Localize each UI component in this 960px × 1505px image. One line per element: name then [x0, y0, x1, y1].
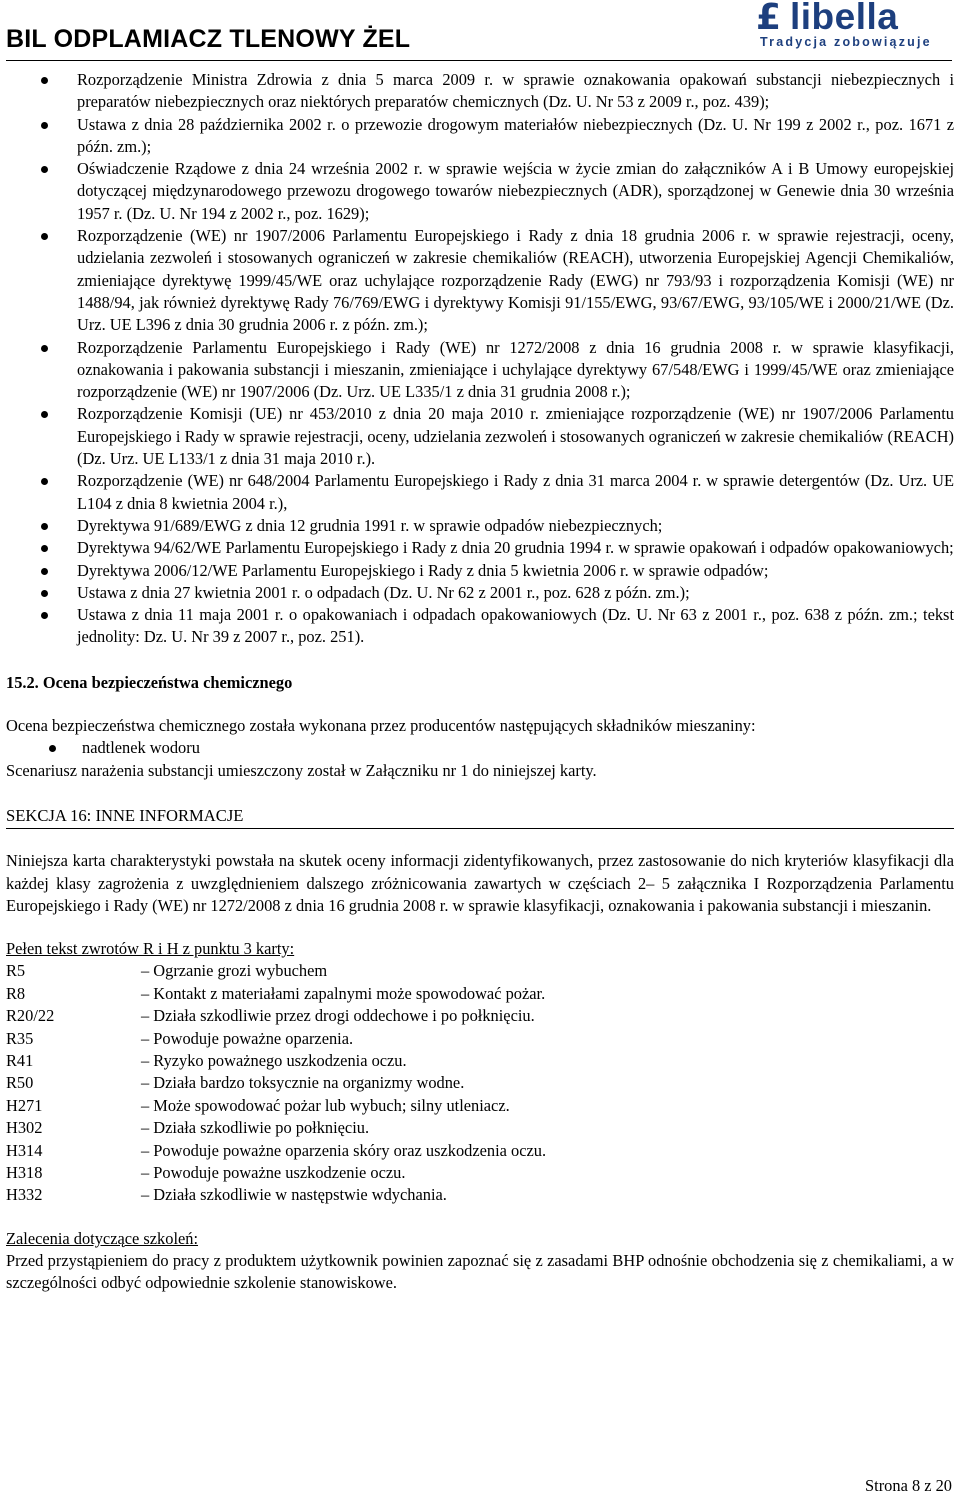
table-row: H318 – Powoduje poważne uszkodzenie oczu. — [6, 1162, 406, 1182]
pound-sign-logo-icon: £ — [756, 0, 782, 38]
list-item: Rozporządzenie (WE) nr 648/2004 Parlamentu Europejskiego i Rady z dnia 31 marca 2004 r. w sprawie detergentów (Dz. Urz. UE L104 z dnia 8 kwietnia 2004 r.), — [6, 470, 954, 515]
exposure-scenario-note: Scenariusz narażenia substancji umieszczony został w Załączniku nr 1 do niniejszej karty. — [6, 760, 597, 780]
list-item: Ustawa z dnia 28 października 2002 r. o przewozie drogowym materiałów niebezpiecznych (Dz. U. Nr 199 z 2002 r., poz. 1671 z późn. zm.); — [6, 114, 954, 159]
list-item: Ustawa z dnia 27 kwietnia 2001 r. o odpadach (Dz. U. Nr 62 z 2001 r., poz. 628 z późn. zm.); — [6, 582, 954, 604]
table-row: R20/22 – Działa szkodliwie przez drogi oddechowe i po połknięciu. — [6, 1006, 535, 1026]
logo-wordmark: libella — [790, 0, 899, 37]
table-row: R50 – Działa bardzo toksycznie na organizmy wodne. — [6, 1073, 465, 1093]
list-item: Rozporządzenie Parlamentu Europejskiego i Rady (WE) nr 1272/2008 z dnia 16 grudnia 2008 r. w sprawie klasyfikacji, oznakowania i pakowania substancji i mieszanin, zmieniające i uchylające dyrektywy 67/548/EWG i 1999/45/WE oraz zmieniające rozporządzenie (WE) nr 1907/2006 (Dz. Urz. UE L335/1 z dnia 31 grudnia 2008 r.); — [6, 337, 954, 404]
list-item: Rozporządzenie (WE) nr 1907/2006 Parlamentu Europejskiego i Rady z dnia 18 grudnia 2006 r. w sprawie rejestracji, oceny, udzielania zezwoleń i stosowanych ograniczeń w zakresie chemikaliów (REACH), utworzenia Europejskiej Agencji Chemikaliów, zmieniające dyrektywę 1999/45/WE oraz uchylające rozporządzenie Rady (EWG) nr 793/93 i rozporządzenia Komisji (WE) nr 1488/94, jak również dyrektywę Rady 76/769/EWG i dyrektywy Komisji 91/155/EWG, 93/67/EWG, 93/105/WE i 2000/21/WE (Dz. Urz. UE L396 z dnia 30 grudnia 2006 r. z późn. zm.); — [6, 225, 954, 336]
page-number: Strona 8 z 20 — [865, 1476, 952, 1495]
table-row: H332 – Działa szkodliwie w następstwie wdychania. — [6, 1185, 447, 1205]
section-16-paragraph: Niniejsza karta charakterystyki powstała na skutek oceny informacji zidentyfikowanych, przez zastosowanie do nich kryteriów klasyfikacji dla każdej klasy zagrożenia z uwzględnieniem dalszego zróżnicowania zawartych w częściach 2– 5 załącznika I Rozporządzenia Parlamentu Europejskiego i Rady (WE) nr 1272/2008 z dnia 16 grudnia 2008 r. w sprawie klasyfikacji, oznakowania i pakowania substancji i mieszanin. — [6, 851, 954, 915]
regulations-list — [6, 69, 954, 649]
table-row: R5 – Ogrzanie grozi wybuchem — [6, 961, 328, 981]
section-heading-15-2: 15.2. Ocena bezpieczeństwa chemicznego — [6, 672, 293, 692]
bullet-icon — [49, 745, 56, 752]
bullet-icon — [41, 568, 48, 575]
bullet-icon — [41, 77, 48, 84]
hazard-phrases-table — [6, 960, 546, 1206]
codes-heading: Pełen tekst zwrotów R i H z punktu 3 karty: — [6, 939, 295, 959]
bullet-icon — [41, 233, 48, 240]
bullet-icon — [41, 478, 48, 485]
section-heading-16: SEKCJA 16: INNE INFORMACJE — [6, 805, 954, 829]
bullet-icon — [41, 590, 48, 597]
bullet-icon — [41, 122, 48, 129]
list-item: Ustawa z dnia 11 maja 2001 r. o opakowaniach i odpadach opakowaniowych (Dz. U. Nr 63 z 2001 r., poz. 638 z późn. zm.; tekst jednolity: Dz. U. Nr 39 z 2007 r., poz. 251). — [6, 604, 954, 649]
list-item: Dyrektywa 2006/12/WE Parlamentu Europejskiego i Rady z dnia 5 kwietnia 2006 r. w sprawie odpadów; — [6, 560, 954, 582]
bullet-icon — [41, 545, 48, 552]
list-item: Rozporządzenie Ministra Zdrowia z dnia 5 marca 2009 r. w sprawie oznakowania opakowań substancji niebezpiecznych i preparatów niebezpiecznych oraz niektórych preparatów chemicznych (Dz. U. Nr 53 z 2009 r., poz. 439); — [6, 69, 954, 114]
training-text: Przed przystąpieniem do pracy z produktem użytkownik powinien zapoznać się z zasadami BHP odnośnie obchodzenia się z chemikaliami, a w szczególności odbyć odpowiednie szkolenie stanowiskowe. — [6, 1250, 954, 1293]
bullet-icon — [41, 166, 48, 173]
logo-tagline: Tradycja zobowiązuje — [760, 35, 932, 49]
table-row: R8 – Kontakt z materiałami zapalnymi może spowodować pożar. — [6, 983, 546, 1003]
page-header — [6, 0, 952, 62]
table-row: H271 – Może spowodować pożar lub wybuch; silny utleniacz. — [6, 1095, 510, 1115]
table-row: R35 – Powoduje poważne oparzenia. — [6, 1028, 354, 1048]
page-content — [6, 69, 954, 1295]
assessment-intro: Ocena bezpieczeństwa chemicznego została wykonana przez producentów następujących składników mieszaniny: — [6, 716, 756, 736]
list-item: Rozporządzenie Komisji (UE) nr 453/2010 z dnia 20 maja 2010 r. zmieniające rozporządzenie (WE) nr 1907/2006 Parlamentu Europejskiego i Rady w sprawie rejestracji, oceny, udzielania zezwoleń i stosowanych ograniczeń w zakresie chemikaliów (REACH) (Dz. Urz. UE L133/1 z dnia 31 maja 2010 r.). — [6, 403, 954, 470]
table-row: R41 – Ryzyko poważnego uszkodzenia oczu. — [6, 1050, 407, 1070]
table-row: H302 – Działa szkodliwie po połknięciu. — [6, 1118, 370, 1138]
list-item: Oświadczenie Rządowe z dnia 24 września 2002 r. w sprawie wejścia w życie zmian do załączników A i B Umowy europejskiej dotyczącej międzynarodowego przewozu drogowego towarów niebezpiecznych (ADR), sporządzonej w Genewie dnia 30 września 1957 r. (Dz. U. Nr 194 z 2002 r., poz. 1629); — [6, 158, 954, 225]
component-item: nadtlenek wodoru — [6, 737, 954, 759]
training-heading: Zalecenia dotyczące szkoleń: — [6, 1228, 199, 1248]
bullet-icon — [41, 345, 48, 352]
bullet-icon — [41, 523, 48, 530]
bullet-icon — [41, 411, 48, 418]
bullet-icon — [41, 612, 48, 619]
list-item: Dyrektywa 94/62/WE Parlamentu Europejskiego i Rady z dnia 20 grudnia 1994 r. w sprawie opakowań i odpadów opakowaniowych; — [6, 537, 954, 559]
document-title: BIL ODPLAMIACZ TLENOWY ŻEL — [6, 25, 411, 53]
list-item: Dyrektywa 91/689/EWG z dnia 12 grudnia 1991 r. w sprawie odpadów niebezpiecznych; — [6, 515, 954, 537]
header-divider — [6, 60, 952, 61]
table-row: H314 – Powoduje poważne oparzenia skóry oraz uszkodzenia oczu. — [6, 1140, 547, 1160]
libella-logo — [756, 2, 952, 50]
